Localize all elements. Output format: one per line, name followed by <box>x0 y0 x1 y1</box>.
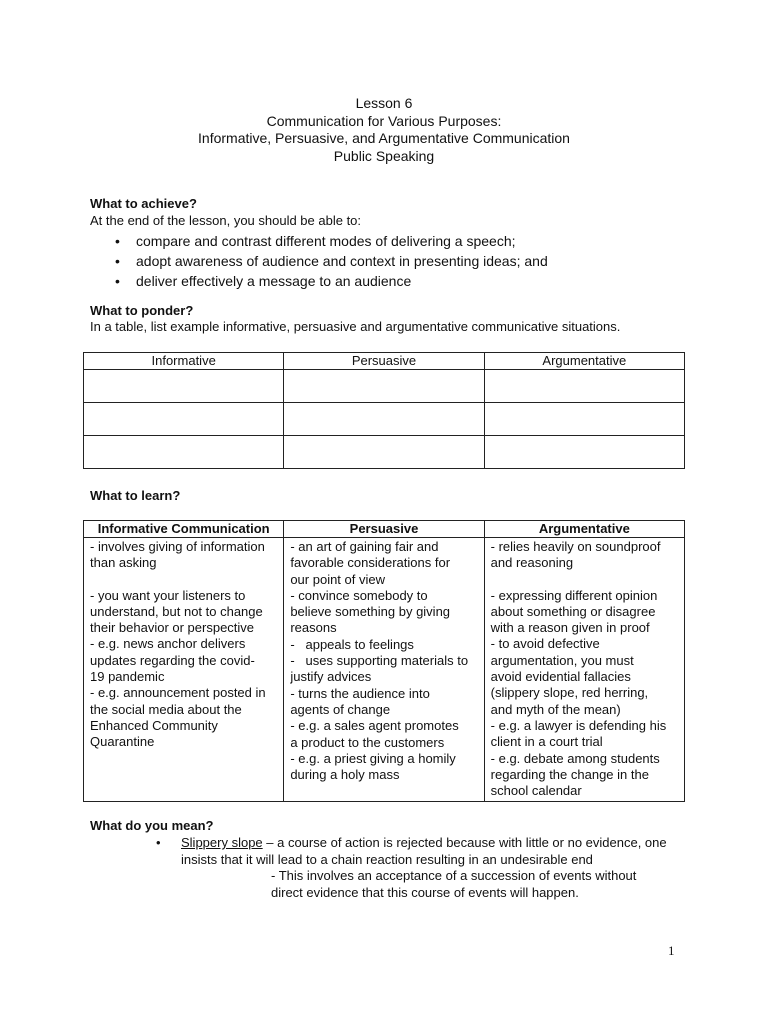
persuasive-line: favorable considerations for <box>290 555 451 571</box>
informative-line: - you want your listeners to <box>90 587 246 603</box>
persuasive-cell <box>284 538 484 802</box>
lesson-number: Lesson 6 <box>355 95 413 111</box>
elaboration-line-1: - This involves an acceptance of a succession of events without <box>271 868 637 883</box>
persuasive-line: during a holy mass <box>290 767 400 783</box>
ponder-cell[interactable] <box>84 436 284 469</box>
informative-line: - e.g. announcement posted in <box>90 685 266 701</box>
informative-line: Quarantine <box>90 734 155 750</box>
mean-heading: What do you mean? <box>90 818 214 833</box>
informative-line: - involves giving of information <box>90 539 265 554</box>
persuasive-line: - appeals to feelings <box>290 636 414 652</box>
slippery-slope-term: Slippery slope <box>181 835 263 850</box>
informative-line: the social media about the <box>90 701 242 717</box>
table-row <box>84 370 685 403</box>
table-row <box>84 436 685 469</box>
argumentative-line: (slippery slope, red herring, <box>490 685 649 701</box>
argumentative-gap <box>491 572 679 588</box>
argumentative-line: school calendar <box>490 783 582 799</box>
slippery-slope-definition <box>181 835 691 868</box>
persuasive-line: believe something by giving <box>290 604 451 620</box>
ponder-cell[interactable] <box>484 436 684 469</box>
persuasive-line: - an art of gaining fair and <box>290 539 439 554</box>
informative-gap <box>90 572 278 588</box>
informative-line: updates regarding the covid- <box>90 652 255 668</box>
achieve-item: • deliver effectively a message to an audience <box>90 271 548 291</box>
informative-line: their behavior or perspective <box>90 620 255 636</box>
argumentative-line: argumentation, you must <box>490 652 634 668</box>
learn-col-persuasive: Persuasive <box>284 521 484 538</box>
ponder-col-informative: Informative <box>84 353 284 370</box>
learn-col-informative: Informative Communication <box>84 521 284 538</box>
persuasive-line: - convince somebody to <box>290 587 428 603</box>
argumentative-line: - relies heavily on soundproof <box>490 539 661 554</box>
page-number: 1 <box>668 943 675 958</box>
informative-line: - e.g. news anchor delivers <box>90 636 246 652</box>
ponder-cell[interactable] <box>84 370 284 403</box>
ponder-cell[interactable] <box>484 370 684 403</box>
learn-col-argumentative: Argumentative <box>484 521 684 538</box>
informative-line: than asking <box>90 555 157 571</box>
ponder-cell[interactable] <box>284 403 484 436</box>
achieve-heading: What to achieve? <box>90 196 197 211</box>
lesson-subtitle-2: Informative, Persuasive, and Argumentative Communication <box>198 130 570 146</box>
ponder-cell[interactable] <box>484 403 684 436</box>
persuasive-line: - turns the audience into <box>290 685 430 701</box>
slippery-slope-text: – a course of action is rejected because with little or no evidence, one insists that it will lead to a chain reaction resulting in an undesirable end <box>181 835 667 867</box>
elaboration-line-2: direct evidence that this course of events will happen. <box>271 884 579 900</box>
argumentative-line: - expressing different opinion <box>490 587 658 603</box>
argumentative-line: and myth of the mean) <box>490 701 621 717</box>
ponder-cell[interactable] <box>84 403 284 436</box>
argumentative-line: about something or disagree <box>490 603 656 619</box>
argumentative-line: regarding the change in the <box>490 766 649 782</box>
argumentative-cell <box>484 538 684 802</box>
persuasive-line: - e.g. a sales agent promotes <box>290 718 459 734</box>
learn-table <box>83 520 685 802</box>
informative-line: understand, but not to change <box>90 603 263 619</box>
slippery-slope-elaboration <box>271 868 691 901</box>
argumentative-line: - e.g. a lawyer is defending his <box>490 717 667 733</box>
lesson-subtitle: Communication for Various Purposes: <box>266 112 502 129</box>
ponder-col-argumentative: Argumentative <box>484 353 684 370</box>
argumentative-line: - to avoid defective <box>490 636 600 652</box>
ponder-cell[interactable] <box>284 370 484 403</box>
achieve-item: • adopt awareness of audience and context in presenting ideas; and <box>90 251 548 271</box>
argumentative-line: - e.g. debate among students <box>490 750 660 766</box>
lesson-header <box>0 95 768 165</box>
persuasive-line: a product to the customers <box>290 734 445 750</box>
persuasive-line: - e.g. a priest giving a homily <box>290 750 456 766</box>
argumentative-line: with a reason given in proof <box>490 620 650 636</box>
informative-cell <box>84 538 284 802</box>
ponder-col-persuasive: Persuasive <box>284 353 484 370</box>
achieve-list <box>90 231 548 291</box>
persuasive-line: - uses supporting materials to <box>290 653 469 669</box>
persuasive-line: reasons <box>290 620 337 636</box>
persuasive-line: our point of view <box>290 571 385 587</box>
achieve-item: • compare and contrast different modes of delivering a speech; <box>90 231 548 251</box>
ponder-heading: What to ponder? <box>90 303 194 318</box>
persuasive-line: agents of change <box>290 701 391 717</box>
argumentative-line: avoid evidential fallacies <box>490 669 631 685</box>
table-row <box>84 403 685 436</box>
ponder-instruction: In a table, list example informative, persuasive and argumentative communicative situations. <box>90 319 621 334</box>
informative-line: 19 pandemic <box>90 669 165 685</box>
informative-line: Enhanced Community <box>90 717 218 733</box>
table-row <box>84 538 685 802</box>
argumentative-line: client in a court trial <box>490 734 603 750</box>
ponder-table <box>83 352 685 469</box>
lesson-subtitle-3: Public Speaking <box>333 147 435 164</box>
bullet-icon: • <box>156 835 161 850</box>
ponder-cell[interactable] <box>284 436 484 469</box>
persuasive-line: justify advices <box>290 669 372 685</box>
learn-heading: What to learn? <box>90 488 181 503</box>
achieve-intro: At the end of the lesson, you should be able to: <box>90 213 362 228</box>
argumentative-line: and reasoning <box>490 555 574 571</box>
